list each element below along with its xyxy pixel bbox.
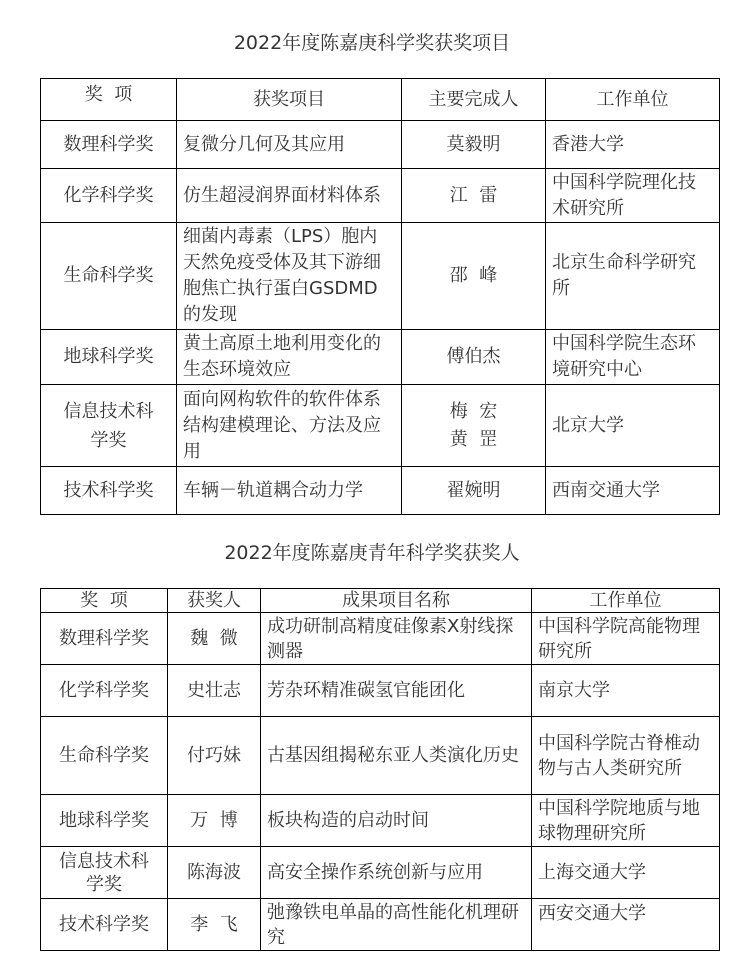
winner-cell: 史壮志 <box>168 665 261 717</box>
winner-cell: 万 博 <box>168 795 261 847</box>
project-cell: 古基因组揭秘东亚人类演化历史 <box>261 717 532 795</box>
project-cell: 弛豫铁电单晶的高性能化机理研究 <box>261 899 532 951</box>
project-cell: 芳杂环精准碳氢官能团化 <box>261 665 532 717</box>
header-people: 主要完成人 <box>402 79 546 121</box>
table1-title: 2022年度陈嘉庚科学奖获奖项目 <box>233 32 511 54</box>
chen-jiageng-science-award-table <box>40 78 720 515</box>
people-cell: 莫毅明 <box>402 121 546 169</box>
unit-cell: 中国科学院生态环境研究中心 <box>546 330 720 385</box>
award-cell: 生命科学奖 <box>41 717 168 795</box>
table-row <box>41 169 720 223</box>
award-cell: 化学科学奖 <box>41 169 177 223</box>
table-row <box>41 665 720 717</box>
unit-cell: 中国科学院古脊椎动物与古人类研究所 <box>532 717 720 795</box>
unit-cell: 中国科学院地质与地球物理研究所 <box>532 795 720 847</box>
award-cell: 技术科学奖 <box>41 899 168 951</box>
table-row <box>41 717 720 795</box>
people-cell: 梅 宏 黄 罡 <box>402 385 546 467</box>
people-cell: 江 雷 <box>402 169 546 223</box>
award-cell: 信息技术科学奖 <box>41 847 168 899</box>
award-cell: 数理科学奖 <box>41 613 168 665</box>
unit-cell: 中国科学院理化技术研究所 <box>546 169 720 223</box>
unit-cell: 香港大学 <box>546 121 720 169</box>
project-cell: 高安全操作系统创新与应用 <box>261 847 532 899</box>
table-row <box>41 385 720 467</box>
table-row <box>41 795 720 847</box>
winner-cell: 付巧妹 <box>168 717 261 795</box>
people-cell: 傅伯杰 <box>402 330 546 385</box>
award-cell: 技术科学奖 <box>41 467 177 515</box>
project-cell: 仿生超浸润界面材料体系 <box>177 169 402 223</box>
project-cell: 黄土高原土地利用变化的生态环境效应 <box>177 330 402 385</box>
project-cell: 车辆－轨道耦合动力学 <box>177 467 402 515</box>
unit-cell: 西安交通大学 <box>532 899 720 951</box>
table-row <box>41 121 720 169</box>
table-row <box>41 847 720 899</box>
unit-cell: 北京大学 <box>546 385 720 467</box>
award-cell: 数理科学奖 <box>41 121 177 169</box>
header-project: 获奖项目 <box>177 79 402 121</box>
table-row <box>41 899 720 951</box>
people-cell: 翟婉明 <box>402 467 546 515</box>
header-project: 成果项目名称 <box>261 589 532 613</box>
winner-cell: 魏 微 <box>168 613 261 665</box>
winner-cell: 李 飞 <box>168 899 261 951</box>
project-cell: 成功研制高精度硅像素X射线探测器 <box>261 613 532 665</box>
table-row <box>41 330 720 385</box>
winner-cell: 陈海波 <box>168 847 261 899</box>
project-cell: 复微分几何及其应用 <box>177 121 402 169</box>
project-cell: 板块构造的启动时间 <box>261 795 532 847</box>
award-cell: 地球科学奖 <box>41 330 177 385</box>
table-row <box>41 467 720 515</box>
award-cell: 生命科学奖 <box>41 223 177 330</box>
award-cell: 化学科学奖 <box>41 665 168 717</box>
unit-cell: 西南交通大学 <box>546 467 720 515</box>
header-unit: 工作单位 <box>546 79 720 121</box>
unit-cell: 北京生命科学研究所 <box>546 223 720 330</box>
header-award: 奖 项 <box>41 79 177 121</box>
header-unit: 工作单位 <box>532 589 720 613</box>
table-header-row <box>41 79 720 121</box>
table-row <box>41 613 720 665</box>
chen-jiageng-young-scientist-award-table <box>40 588 720 951</box>
table2-title: 2022年度陈嘉庚青年科学奖获奖人 <box>224 542 520 564</box>
award-cell: 地球科学奖 <box>41 795 168 847</box>
project-cell: 面向网构软件的软件体系结构建模理论、方法及应用 <box>177 385 402 467</box>
table-row <box>41 223 720 330</box>
table-header-row <box>41 589 720 613</box>
unit-cell: 上海交通大学 <box>532 847 720 899</box>
header-winner: 获奖人 <box>168 589 261 613</box>
unit-cell: 中国科学院高能物理研究所 <box>532 613 720 665</box>
project-cell: 细菌内毒素（LPS）胞内天然免疫受体及其下游细胞焦亡执行蛋白GSDMD的发现 <box>177 223 402 330</box>
header-award: 奖 项 <box>41 589 168 613</box>
people-cell: 邵 峰 <box>402 223 546 330</box>
unit-cell: 南京大学 <box>532 665 720 717</box>
award-cell: 信息技术科学奖 <box>41 385 177 467</box>
